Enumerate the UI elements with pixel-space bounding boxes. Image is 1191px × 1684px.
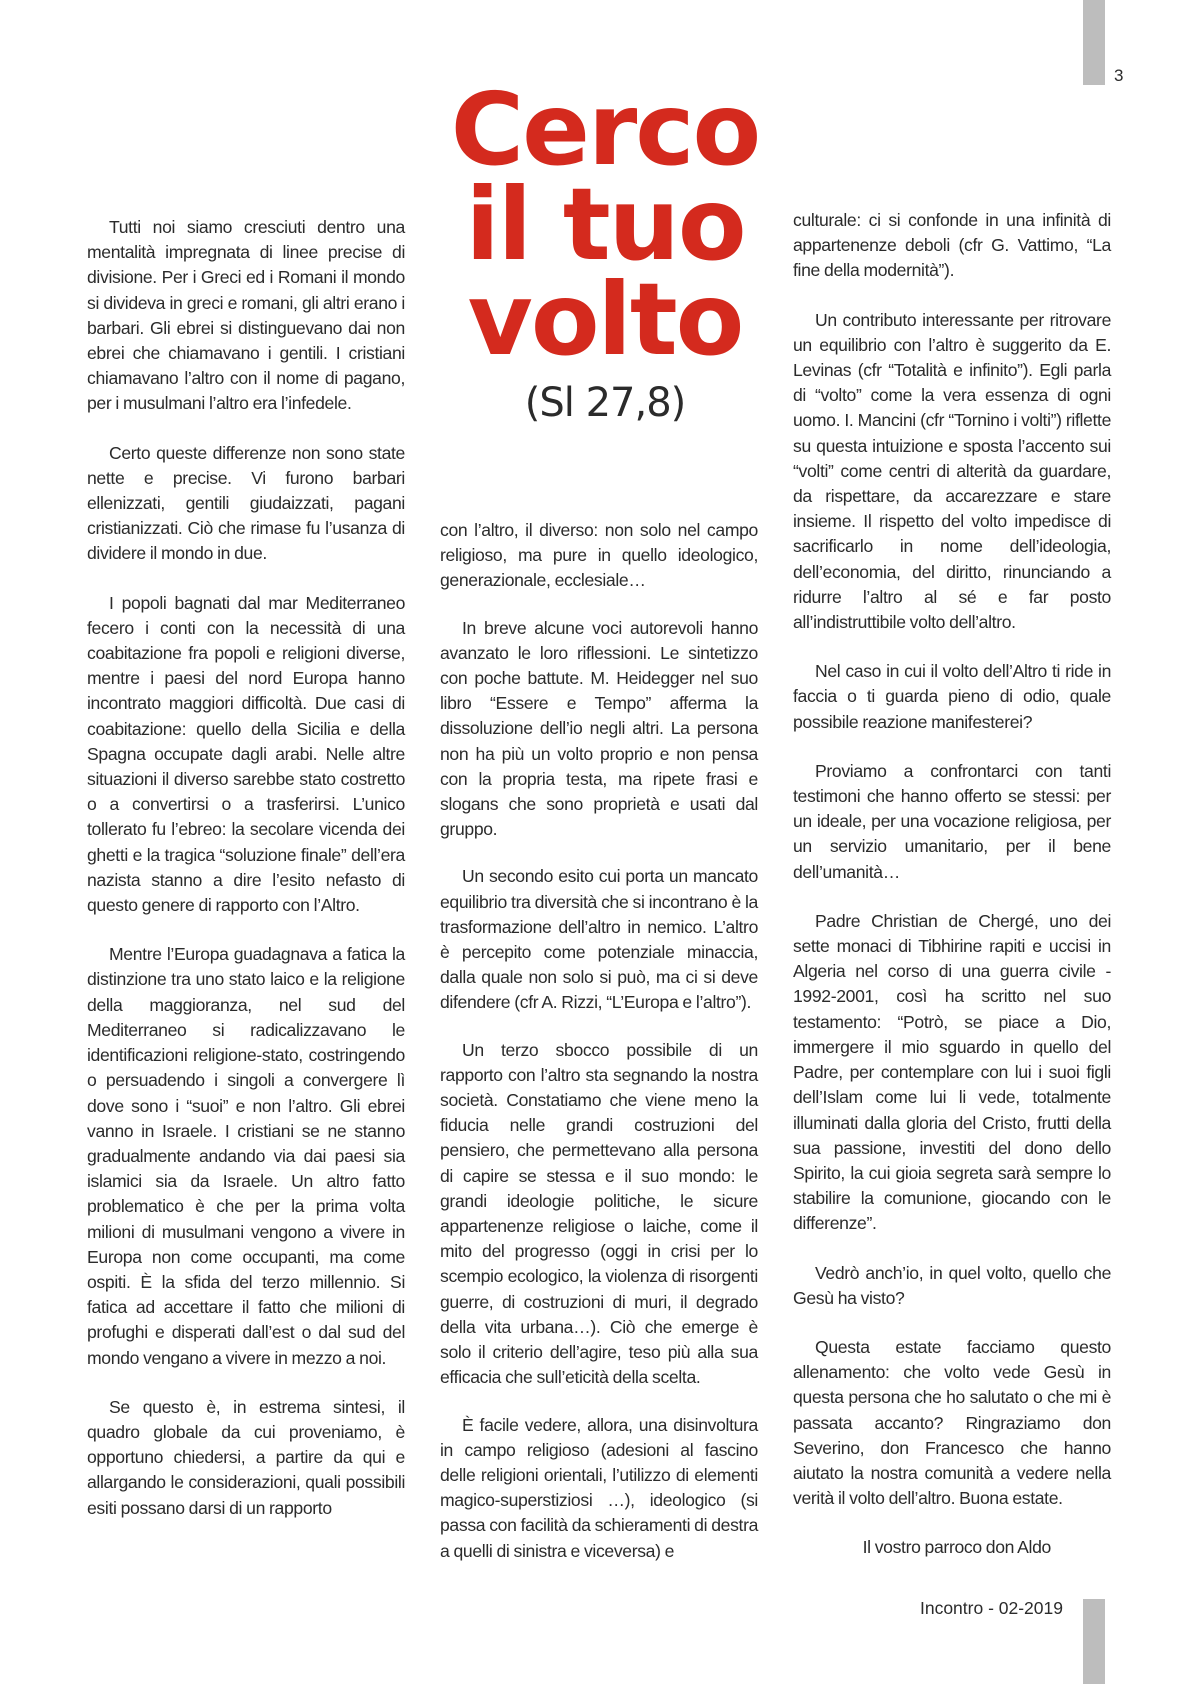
page-edge-tab-bottom <box>1083 1599 1105 1684</box>
article-title <box>420 71 790 426</box>
text-column-1 <box>87 215 405 1545</box>
paragraph: Tutti noi siamo cresciuti dentro una mentalità impregnata di linee precise di divisione. Per i Greci ed i Romani il mondo si divideva in greci e romani, gli altri erano i barbari. Gli ebrei si distinguevano dai non ebrei che chiamavano i gentili. I cristiani chiamavano l’altro con il nome di pagano, per i musulmani l’altro era l’infedele. <box>87 217 405 414</box>
signature: Il vostro parroco don Aldo <box>862 1537 1051 1558</box>
title-line-2: il tuo <box>465 166 745 283</box>
paragraph: Mentre l’Europa guadagnava a fatica la distinzione tra uno stato laico e la religione della maggioranza, nel sud del Mediterraneo si radicalizzavano le identificazioni religione-stato, costringendo o persuadendo i singoli a convergere lì dove sono i “suoi” e non l’altro. Gli ebrei vanno in Israele. I cristiani se ne stanno gradualmente andando via dai paesi sia islamici sia da Israele. Un altro fatto problematico è che per la prima volta milioni di musulmani vengono a vivere in Europa non come occupanti, ma come ospiti. È la sfida del terzo millennio. Si fatica ad accettare il fatto che milioni di profughi e disperati dall’est o dal sud del mondo vengano a vivere in mezzo a noi. <box>87 944 405 1368</box>
paragraph: È facile vedere, allora, una disinvoltura in campo religioso (adesioni al fascino delle religioni orientali, l’utilizzo di elementi magico-superstiziosi …), ideologico (si passa con facilità da schieramenti di destra a quelli di sinistra e viceversa) e <box>440 1414 759 1561</box>
text-column-2 <box>440 518 758 1586</box>
title-line-1: Cerco <box>450 71 760 188</box>
paragraph: Se questo è, in estrema sintesi, il quadro globale da cui proveniamo, è opportuno chiedersi, a partire da qui e allargando le considerazioni, quali possibili esiti possano darsi di un rapporto <box>87 1396 405 1518</box>
paragraph: In breve alcune voci autorevoli hanno avanzato le loro riflessioni. Le sintetizzo con poche battute. M. Heidegger nel suo libro “Essere e Tempo” afferma la dissoluzione dell’io negli altri. La persona non ha più un volto proprio e non pensa con la propria testa, ma ripete frasi e slogans che sono proprietà e usati dal gruppo. <box>440 617 758 840</box>
page-number: 3 <box>1114 66 1124 85</box>
paragraph: Un terzo sbocco possibile di un rapporto con l’altro sta segnando la nostra società. Constatiamo che viene meno la fiducia nelle grandi costruzioni del pensiero, che permettevano alla persona di capire se stessa e il suo mondo: le grandi ideologie politiche, le sicure appartenenze religiose o laiche, come il mito del progresso (oggi in crisi per lo scempio ecologico, la violenza di risorgenti guerre, di costruzioni di muri, il degrado della vita urbana…). Ciò che emerge è solo il criterio dell’agire, teso più alla sua efficacia che sull’eticità della scelta. <box>440 1039 758 1388</box>
paragraph: Vedrò anch’io, in quel volto, quello che Gesù ha visto? <box>793 1262 1111 1308</box>
paragraph: Proviamo a confrontarci con tanti testimoni che hanno offerto se stessi: per un ideale, per una vocazione religiosa, per un servizio umanitario, per il bene dell’umanità… <box>793 760 1111 882</box>
paragraph: Un secondo esito cui porta un mancato equilibrio tra diversità che si incontrano è la trasformazione dell’altro in nemico. L’altro è percepito come potenziale minaccia, dalla quale non solo si può, ma ci si deve difendere (cfr A. Rizzi, “L’Europa e l’altro”). <box>440 866 758 1013</box>
text-column-3 <box>793 208 1111 1561</box>
paragraph: I popoli bagnati dal mar Mediterraneo fecero i conti con la necessità di una coabitazione fra popoli e religioni diverse, mentre i paesi del nord Europa hanno incontrato maggiori difficoltà. Due casi di coabitazione: quello della Sicilia e della Spagna occupate dagli arabi. Nelle altre situazioni il diverso sarebbe stato costretto o a convertirsi o a trasferirsi. L’unico tollerato fu l’ebreo: la secolare vicenda dei ghetti e la tragica “soluzione finale” dell’era nazista stanno a dire l’esito nefasto di questo genere di rapporto con l’Altro. <box>87 592 405 916</box>
paragraph: Padre Christian de Chergé, uno dei sette monaci di Tibhirine rapiti e uccisi in Algeria nel corso di una guerra civile - 1992-2001, così ha scritto nel suo testamento: “Potrò, se piace a Dio, immergere il mio sguardo in quello del Padre, per contemplare con lui i suoi figli dell’Islam come lui li vede, totalmente illuminati dalla gloria del Cristo, frutti della sua passione, investiti del dono dello Spirito, la cui gioia segreta sarà sempre lo stabilire la comunione, giocando con le differenze”. <box>793 910 1111 1234</box>
paragraph-continued: con l’altro, il diverso: non solo nel campo religioso, ma pure in quello ideologico, generazionale, ecclesiale… <box>440 520 758 591</box>
paragraph: Certo queste differenze non sono state nette e precise. Vi furono barbari ellenizzati, gentili giudaizzati, pagani cristianizzati. Ciò che rimase fu l’usanza di dividere il mondo in due. <box>87 442 405 564</box>
title-line-3: volto <box>467 261 743 378</box>
paragraph: Un contributo interessante per ritrovare un equilibrio con l’altro è suggerito da E. Levinas (cfr “Totalità e infinito”). Egli parla di “volto” come la vera essenza di ogni uomo. I. Mancini (cfr “Tornino i volti”) riflette su questa intuizione e sposta l’accento sui “volti” come centri di alterità da guardare, da rispettare, da accarezzare e stare insieme. Il rispetto del volto impedisce di sacrificarlo in nome dell’ideologia, dell’economia, del diritto, rinunciando a ridurre l’altro al sé e far posto all’indistruttibile volto dell’altro. <box>793 309 1111 633</box>
page-edge-tab-top <box>1083 0 1105 85</box>
footer-publication: Incontro - 02-2019 <box>919 1598 1063 1618</box>
paragraph-continued: culturale: ci si confonde in una infinità di appartenenze deboli (cfr G. Vattimo, “La fine della modernità”). <box>793 210 1111 281</box>
bible-reference: (Sl 27,8) <box>524 380 686 426</box>
paragraph: Questa estate facciamo questo allenamento: che volto vede Gesù in questa persona che ho salutato o che mi è passata accanto? Ringraziamo don Severino, don Francesco che hanno aiutato la nostra comunità a vedere nella verità il volto dell’altro. Buona estate. <box>793 1336 1111 1509</box>
paragraph: Nel caso in cui il volto dell’Altro ti ride in faccia o ti guarda pieno di odio, quale possibile reazione manifesterei? <box>793 661 1111 732</box>
